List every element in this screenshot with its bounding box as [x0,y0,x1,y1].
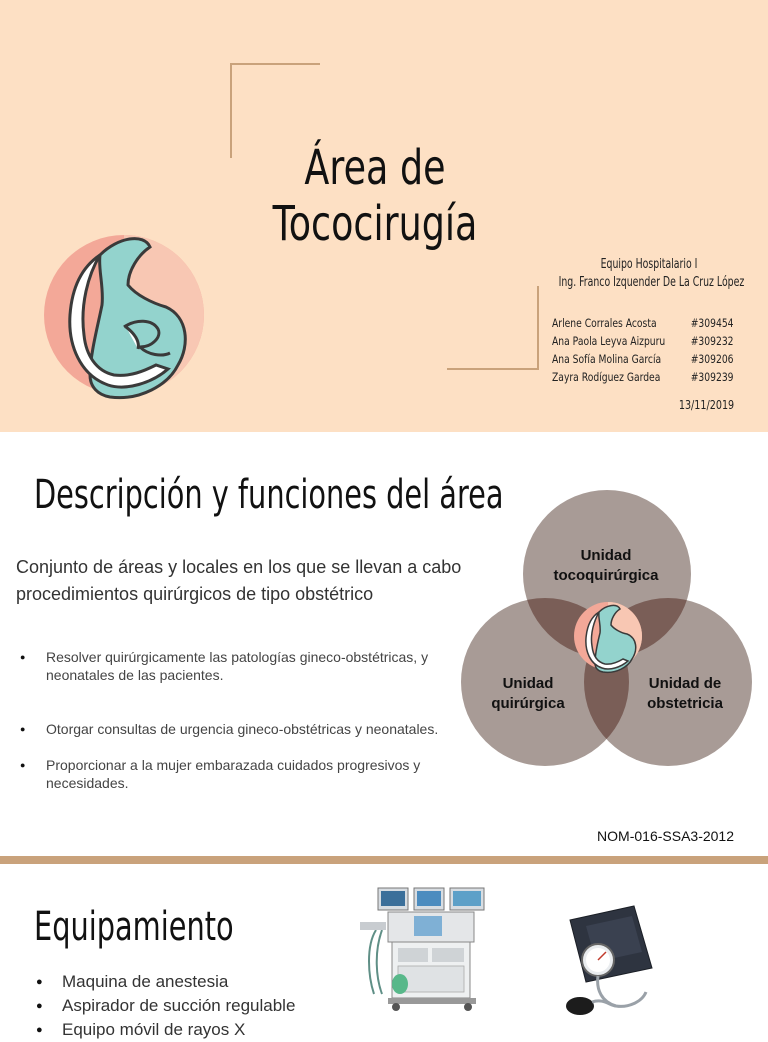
member-name: Arlene Corrales Acosta [552,316,657,330]
equipment-title: Equipamiento [34,904,234,950]
slide-divider [0,856,768,864]
cover-title-line2: Tococirugía [272,196,478,252]
cover-title [272,140,477,252]
frame-corner-top-left-vertical [230,63,232,158]
member-row [540,368,760,386]
list-item: ● Aspirador de succión regulable [36,994,295,1018]
member-row [540,332,760,350]
member-list [540,314,760,386]
list-item: ● Maquina de anestesia [36,970,295,994]
pregnant-woman-icon [40,215,210,410]
list-item: ● Proporcionar a la mujer embarazada cuidados progresivos y necesidades. [20,756,450,792]
team-info [536,256,762,292]
member-row [540,314,760,332]
venn-label-left-1: Unidad [502,675,554,692]
venn-label-right-2: obstetricia [647,695,723,712]
venn-label-right-1: Unidad de [648,675,722,692]
member-row [540,350,760,368]
equipment-list [36,970,295,1042]
member-id: #309454 [691,316,734,330]
frame-corner-bottom-right [447,368,539,370]
member-id: #309232 [691,334,734,348]
course-name: Equipo Hospitalario I [600,257,698,272]
cover-slide [0,0,768,432]
norm-reference: NOM-016-SSA3-2012 [597,828,734,844]
frame-corner-top-left [230,63,320,65]
venn-label-top-2: tocoquirúrgica [553,567,659,584]
blood-pressure-cuff-icon [556,902,656,1020]
list-item: ● Otorgar consultas de urgencia gineco-obstétricas y neonatales. [20,720,450,738]
functions-list [20,648,450,792]
member-id: #309239 [691,370,734,384]
presentation-date: 13/11/2019 [678,398,734,412]
list-item: ● Equipo móvil de rayos X [36,1018,295,1042]
anesthesia-machine-icon [352,886,498,1012]
venn-label-left-2: quirúrgica [491,695,565,712]
description-intro: Conjunto de áreas y locales en los que se llevan a cabo procedimientos quirúrgicos de tipo obstétrico [16,557,462,604]
equipment-slide [0,864,768,1039]
description-slide [0,432,768,856]
professor-name: Ing. Franco Izquender De La Cruz López [558,275,745,290]
venn-diagram [456,488,756,774]
member-name: Zayra Rodíguez Gardea [552,370,661,384]
description-title: Descripción y funciones del área [34,472,504,518]
member-name: Ana Sofía Molina García [552,352,662,366]
venn-label-top-1: Unidad [580,547,632,564]
member-id: #309206 [691,352,734,366]
frame-corner-bottom-right-vertical [537,286,539,370]
member-name: Ana Paola Leyva Aizpuru [552,334,666,348]
cover-title-line1: Área de [304,140,446,196]
list-item: ● Resolver quirúrgicamente las patologías gineco-obstétricas, y neonatales de las pacientes. [20,648,450,684]
